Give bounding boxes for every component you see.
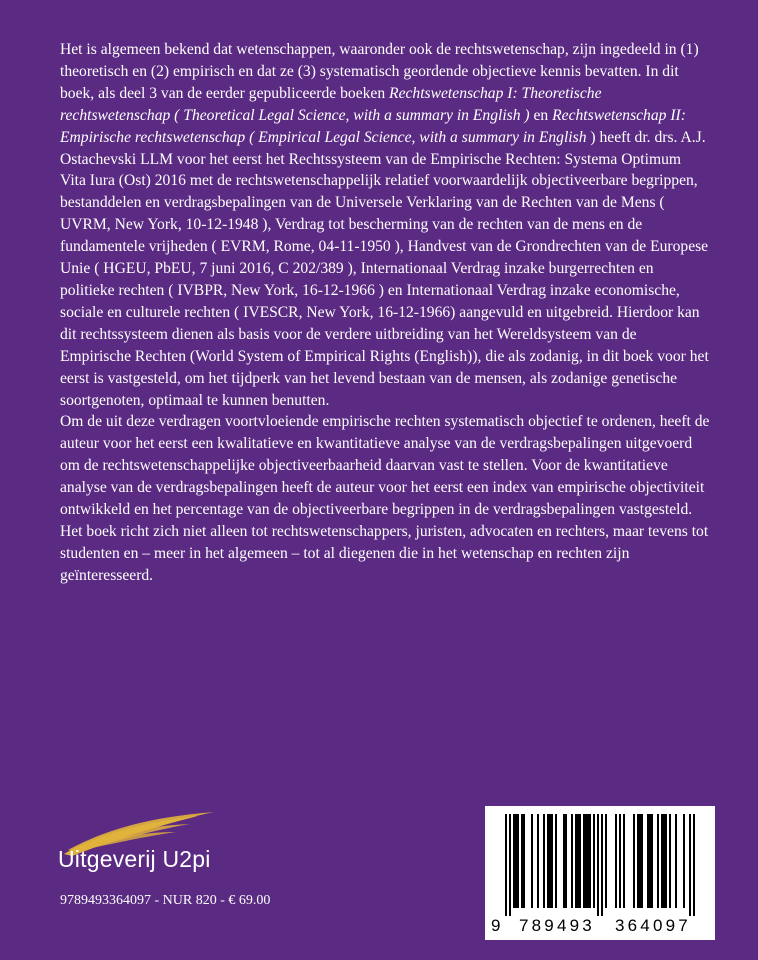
barcode-bar [587,814,589,908]
barcode-bar [669,814,671,908]
barcode-digits-right: 364097 [615,916,691,935]
barcode-bar [513,814,515,908]
barcode-bar [639,814,641,908]
barcode-digit-first: 9 [491,916,501,935]
barcode-bar [583,814,585,908]
barcode-bar [647,814,649,908]
blurb-p1-title-1: Rechtswetenschap I: Theoretische rechtswetenschap ( Theoretical Legal Science, with a summary in English ) [60,84,602,124]
barcode-bar [605,814,607,908]
barcode-bar [693,814,695,916]
barcode-bar [641,814,643,908]
blurb-p1-text-a: Het is algemeen bekend dat wetenschappen, waaronder ook de rechtswetenschap, zijn ingedeeld in (1) theoretisch en (2) empirisch en dat ze (3) systematisch geordende objectieve kennis bevatten. In dit boek, als deel 3 van de eerder gepubliceerde boeken [60,41,699,102]
barcode-bar [663,814,665,908]
barcode-bar [649,814,651,908]
barcode-bar [579,814,581,908]
barcode-digits-left: 789493 [519,916,595,935]
blurb-p1-text-e: ) heeft dr. drs. A.J. Ostachevski LLM voor het eerst het Rechtssysteem van de Empirische Rechten: Systema Optimum Vita Iura (Ost) 2016 met de rechtswetenschappelijk relatief voorwaardelijk objectiveerbare begrippen, bestanddelen en verdragsbepalingen van de Universele Verklaring van de Rechten van de Mens ( UVRM, New York, 10-12-1948 ), Verdrag tot bescherming van de rechten van de mens en de fundamentele vrijheden ( EVRM, Rome, 04-11-1950 ), Handvest van de Grondrechten van de Europese Unie ( HGEU, PbEU, 7 juni 2016, C 202/389 ), Internationaal Verdrag inzake burgerrechten en politieke rechten ( IVBPR, New York, 16-12-1966 ) en Internationaal Verdrag inzake economische, sociale en culturele rechten ( IVESCR, New York, 16-12-1966) aangevuld en uitgebreid. Hierdoor kan dit rechtssysteem dienen als basis voor de verdere uitbreiding van het Wereldsysteem van de Empirische Rechten (World System of Empirical Rights (English)), die als zodanig, in dit boek voor het eerst is vastgesteld, om het tijdperk van het levend bestaan van de mensen, als zodanige genetische soortgenoten, optimaal te kunnen benutten. [60,128,709,409]
barcode-bar [657,814,659,908]
blurb-text [60,39,710,587]
barcode-bar [683,814,685,908]
barcode-bar [633,814,635,908]
barcode-bar [593,814,595,908]
barcode-bar [619,814,621,908]
blurb-paragraph-1 [60,39,710,411]
barcode-bar [563,814,565,908]
barcode-bar [521,814,523,908]
barcode-bar [565,814,567,908]
barcode-bar [665,814,667,908]
barcode-bar [517,814,519,908]
barcode-bars [495,814,705,916]
barcode-bar [523,814,525,908]
publisher-logo [58,810,278,880]
barcode-bar [651,814,653,908]
barcode-bar [537,814,539,908]
barcode-bar [601,814,603,916]
barcode-bar [615,814,617,908]
blurb-p1-title-2: Rechtswetenschap II: Empirische rechtswetenschap ( Empirical Legal Science, with a summary in English [60,106,686,146]
barcode-bar [585,814,587,908]
barcode-bar [675,814,677,908]
barcode-bar [551,814,553,908]
barcode-bar [575,814,577,908]
blurb-paragraph-2: Om de uit deze verdragen voortvloeiende empirische rechten systematisch objectief te ordenen, heeft de auteur voor het eerst een kwalitatieve en kwantitatieve analyse van de verdragsbepalingen uitgevoerd om de rechtswetenschappelijke objectiveerbaarheid daarvan vast te stellen. Voor de kwantitatieve analyse van de verdragsbepalingen heeft de auteur voor het eerst een index van empirische objectiviteit ontwikkeld en het percentage van de objectiveerbare begrippen in de verdragsbepalingen vastgesteld. [60,413,710,519]
barcode-bar [531,814,533,908]
barcode-bar [505,814,507,916]
barcode-bar [637,814,639,908]
blurb-p1-text-c: en [529,106,553,124]
blurb-paragraph-3: Het boek richt zich niet alleen tot rechtswetenschappers, juristen, advocaten en rechters, maar tevens tot studenten en – meer in het algemeen – tot al diegenen die in het wetenschap en rechten zijn geïnteresseerd. [60,522,709,584]
barcode-bar [661,814,663,908]
barcode-bar [515,814,517,908]
barcode-bar [543,814,545,908]
barcode-bar [549,814,551,908]
barcode [485,806,715,940]
barcode-bar [689,814,691,916]
barcode-bar [577,814,579,908]
publisher-name: Uitgeverij U2pi [58,846,211,872]
barcode-bar [547,814,549,908]
barcode-bar [623,814,625,908]
barcode-bar [589,814,591,908]
imprint-line: 9789493364097 - NUR 820 - € 69.00 [60,893,271,908]
barcode-bar [571,814,573,908]
barcode-bar [509,814,511,916]
barcode-bar [597,814,599,916]
barcode-bar [555,814,557,908]
